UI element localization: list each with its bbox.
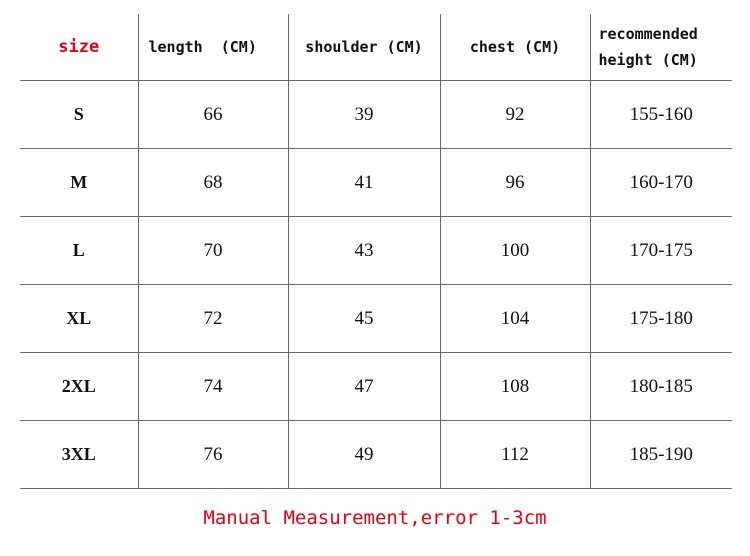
header-chest: chest (CM) <box>440 14 590 81</box>
header-recommended-height <box>590 14 732 81</box>
cell-shoulder: 43 <box>288 217 440 285</box>
cell-shoulder: 49 <box>288 421 440 489</box>
cell-shoulder: 41 <box>288 149 440 217</box>
table-row <box>20 353 732 421</box>
cell-height: 160-170 <box>590 149 732 217</box>
cell-size: M <box>20 149 138 217</box>
cell-height: 180-185 <box>590 353 732 421</box>
cell-size: 3XL <box>20 421 138 489</box>
cell-length: 74 <box>138 353 288 421</box>
cell-length: 68 <box>138 149 288 217</box>
cell-size: 2XL <box>20 353 138 421</box>
cell-shoulder: 45 <box>288 285 440 353</box>
cell-chest: 112 <box>440 421 590 489</box>
cell-size: XL <box>20 285 138 353</box>
cell-height: 155-160 <box>590 81 732 149</box>
header-shoulder: shoulder (CM) <box>288 14 440 81</box>
cell-length: 76 <box>138 421 288 489</box>
header-length: length (CM) <box>138 14 288 81</box>
cell-shoulder: 39 <box>288 81 440 149</box>
table-row <box>20 149 732 217</box>
cell-length: 70 <box>138 217 288 285</box>
cell-height: 170-175 <box>590 217 732 285</box>
cell-height: 175-180 <box>590 285 732 353</box>
table-row <box>20 81 732 149</box>
cell-chest: 108 <box>440 353 590 421</box>
cell-length: 66 <box>138 81 288 149</box>
measurement-note: Manual Measurement,error 1-3cm <box>203 507 547 529</box>
cell-size: L <box>20 217 138 285</box>
header-row <box>20 14 732 81</box>
table-row <box>20 217 732 285</box>
header-size: size <box>20 14 138 81</box>
header-recommended-line2: height (CM) <box>598 51 698 69</box>
cell-chest: 96 <box>440 149 590 217</box>
cell-chest: 104 <box>440 285 590 353</box>
table-row <box>20 421 732 489</box>
cell-chest: 92 <box>440 81 590 149</box>
header-recommended-line1: recommended <box>598 25 698 43</box>
cell-chest: 100 <box>440 217 590 285</box>
table-row <box>20 285 732 353</box>
cell-shoulder: 47 <box>288 353 440 421</box>
size-table <box>20 14 732 489</box>
cell-size: S <box>20 81 138 149</box>
cell-height: 185-190 <box>590 421 732 489</box>
cell-length: 72 <box>138 285 288 353</box>
